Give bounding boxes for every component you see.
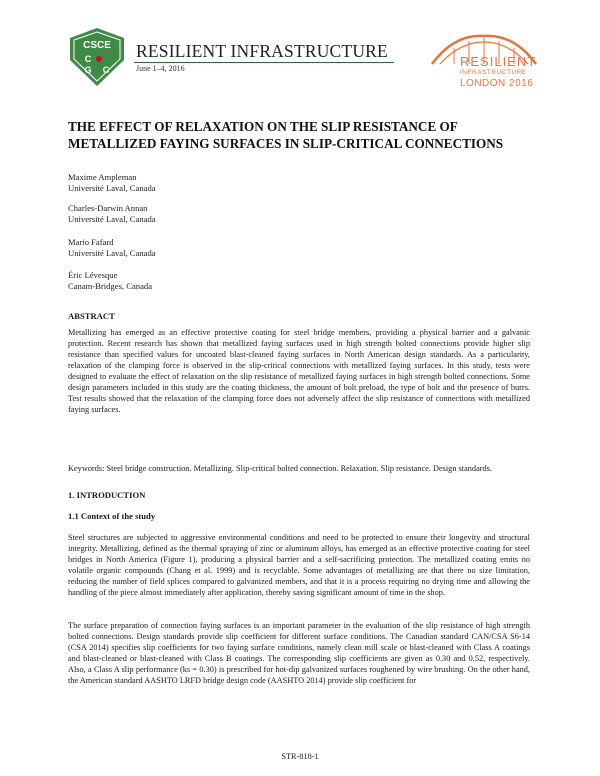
author-affiliation: Université Laval, Canada: [68, 214, 156, 224]
subsection-heading: 1.1 Context of the study: [68, 511, 156, 521]
event-logo-word: RESILIENT: [460, 54, 537, 69]
author-block: [68, 237, 156, 259]
body-paragraph: The surface preparation of connection faying surfaces is an important parameter in the evaluation of the slip resistance of high strength bolted connections. Design standards provide slip coefficient for different surface conditions. The Canadian standard CAN/CSA S6-14 (CSA 2014) specifies slip coefficients for two faying surface conditions, namely clean mill scale or blast-cleaned with Class A coatings and blast-cleaned or blast-cleaned with Class B coatings. The corresponding slip coefficients are given as 0.30 and 0.52, respectively. Also, a Class A slip performance (ks = 0.30) is prescribed for hot-dip galvanized surfaces roughened by wire brushing. On the other hand, the American standard AASHTO LRFD bridge design code (AASHTO 2014) provide slip coefficient for: [68, 621, 530, 685]
csce-logo-line2: C: [84, 54, 92, 64]
csce-logo-line3: G: [84, 65, 92, 75]
page-number: STR-818-1: [281, 752, 319, 761]
conference-date: June 1–4, 2016: [136, 64, 185, 73]
author-block: [68, 203, 156, 225]
maple-leaf-icon: [96, 56, 102, 62]
csce-logo: [66, 26, 128, 88]
conference-title: RESILIENT INFRASTRUCTURE: [136, 41, 388, 61]
abstract-text: Metallizing has emerged as an effective protective coating for steel bridge members, providing a physical barrier and a galvanic protection. Recent research has shown that metallized faying surfaces used in high strength bolted connections provide higher slip resistance than specified values for uncoated blast-cleaned faying surfaces in North American design standards. As a particularity, relaxation of the clamping force is observed in the slip-critical connections with metallized faying surfaces. In this study, tests were designed to evaluate the effect of relaxation on the slip resistance of metallized faying surfaces in high strength bolted connections. Some design parameters included in this study are the coating thickness, the amount of bolt preload, the type of bolt and the presence of burrs. Test results showed that the relaxation of the clamping force does not adversely affect the slip resistance of connections with metallized faying surfaces.: [68, 328, 530, 414]
author-name: Charles-Darwin Annan: [68, 203, 148, 213]
author-name: Mario Fafard: [68, 237, 114, 247]
author-affiliation: Université Laval, Canada: [68, 248, 156, 258]
csce-shield-icon: [66, 26, 128, 88]
body-paragraph: Steel structures are subjected to aggressive environmental conditions and need to be protected to ensure their longevity and structural integrity. Metallizing, defined as the thermal spraying of zinc or aluminum alloys, has emerged as an effective protective coating for steel bridges in North America (Figure 1), producing a physical barrier and a self-sacrificing protection. The metallized coating emits no volatile organic compounds (Chang et al. 1999) and is recyclable. Some advantages of metallizing are that there no size limitation, reducing the number of field splices compared to galvanized members, and that it is a process requiring no drying time and allowing the handling of the piece almost immediately after application, thereby saving significant amount of time in the shop.: [68, 533, 530, 597]
author-name: Éric Lévesque: [68, 270, 118, 280]
author-block: [68, 270, 152, 292]
abstract-heading: ABSTRACT: [68, 311, 115, 321]
section-heading: 1. INTRODUCTION: [68, 490, 146, 500]
header-rule: [134, 62, 394, 63]
keywords: Keywords: Steel bridge construction. Metallizing. Slip-critical bolted connection. Relaxation. Slip resistance. Design standards.: [68, 464, 492, 473]
author-affiliation: Université Laval, Canada: [68, 183, 156, 193]
csce-logo-line1: CSCE: [83, 40, 111, 51]
paper-title-line1: THE EFFECT OF RELAXATION ON THE SLIP RESISTANCE OF: [68, 119, 458, 134]
event-logo: [424, 30, 544, 96]
author-name: Maxime Ampleman: [68, 172, 137, 182]
csce-logo-line4: C: [102, 65, 110, 75]
paper-title-line2: METALLIZED FAYING SURFACES IN SLIP-CRITICAL CONNECTIONS: [68, 136, 504, 151]
event-logo-sub: INFRASTRUCTURE: [460, 69, 527, 76]
author-block: [68, 172, 156, 194]
author-affiliation: Canam-Bridges, Canada: [68, 281, 153, 291]
paper-title: [68, 118, 538, 152]
event-logo-city: LONDON 2016: [460, 78, 534, 89]
